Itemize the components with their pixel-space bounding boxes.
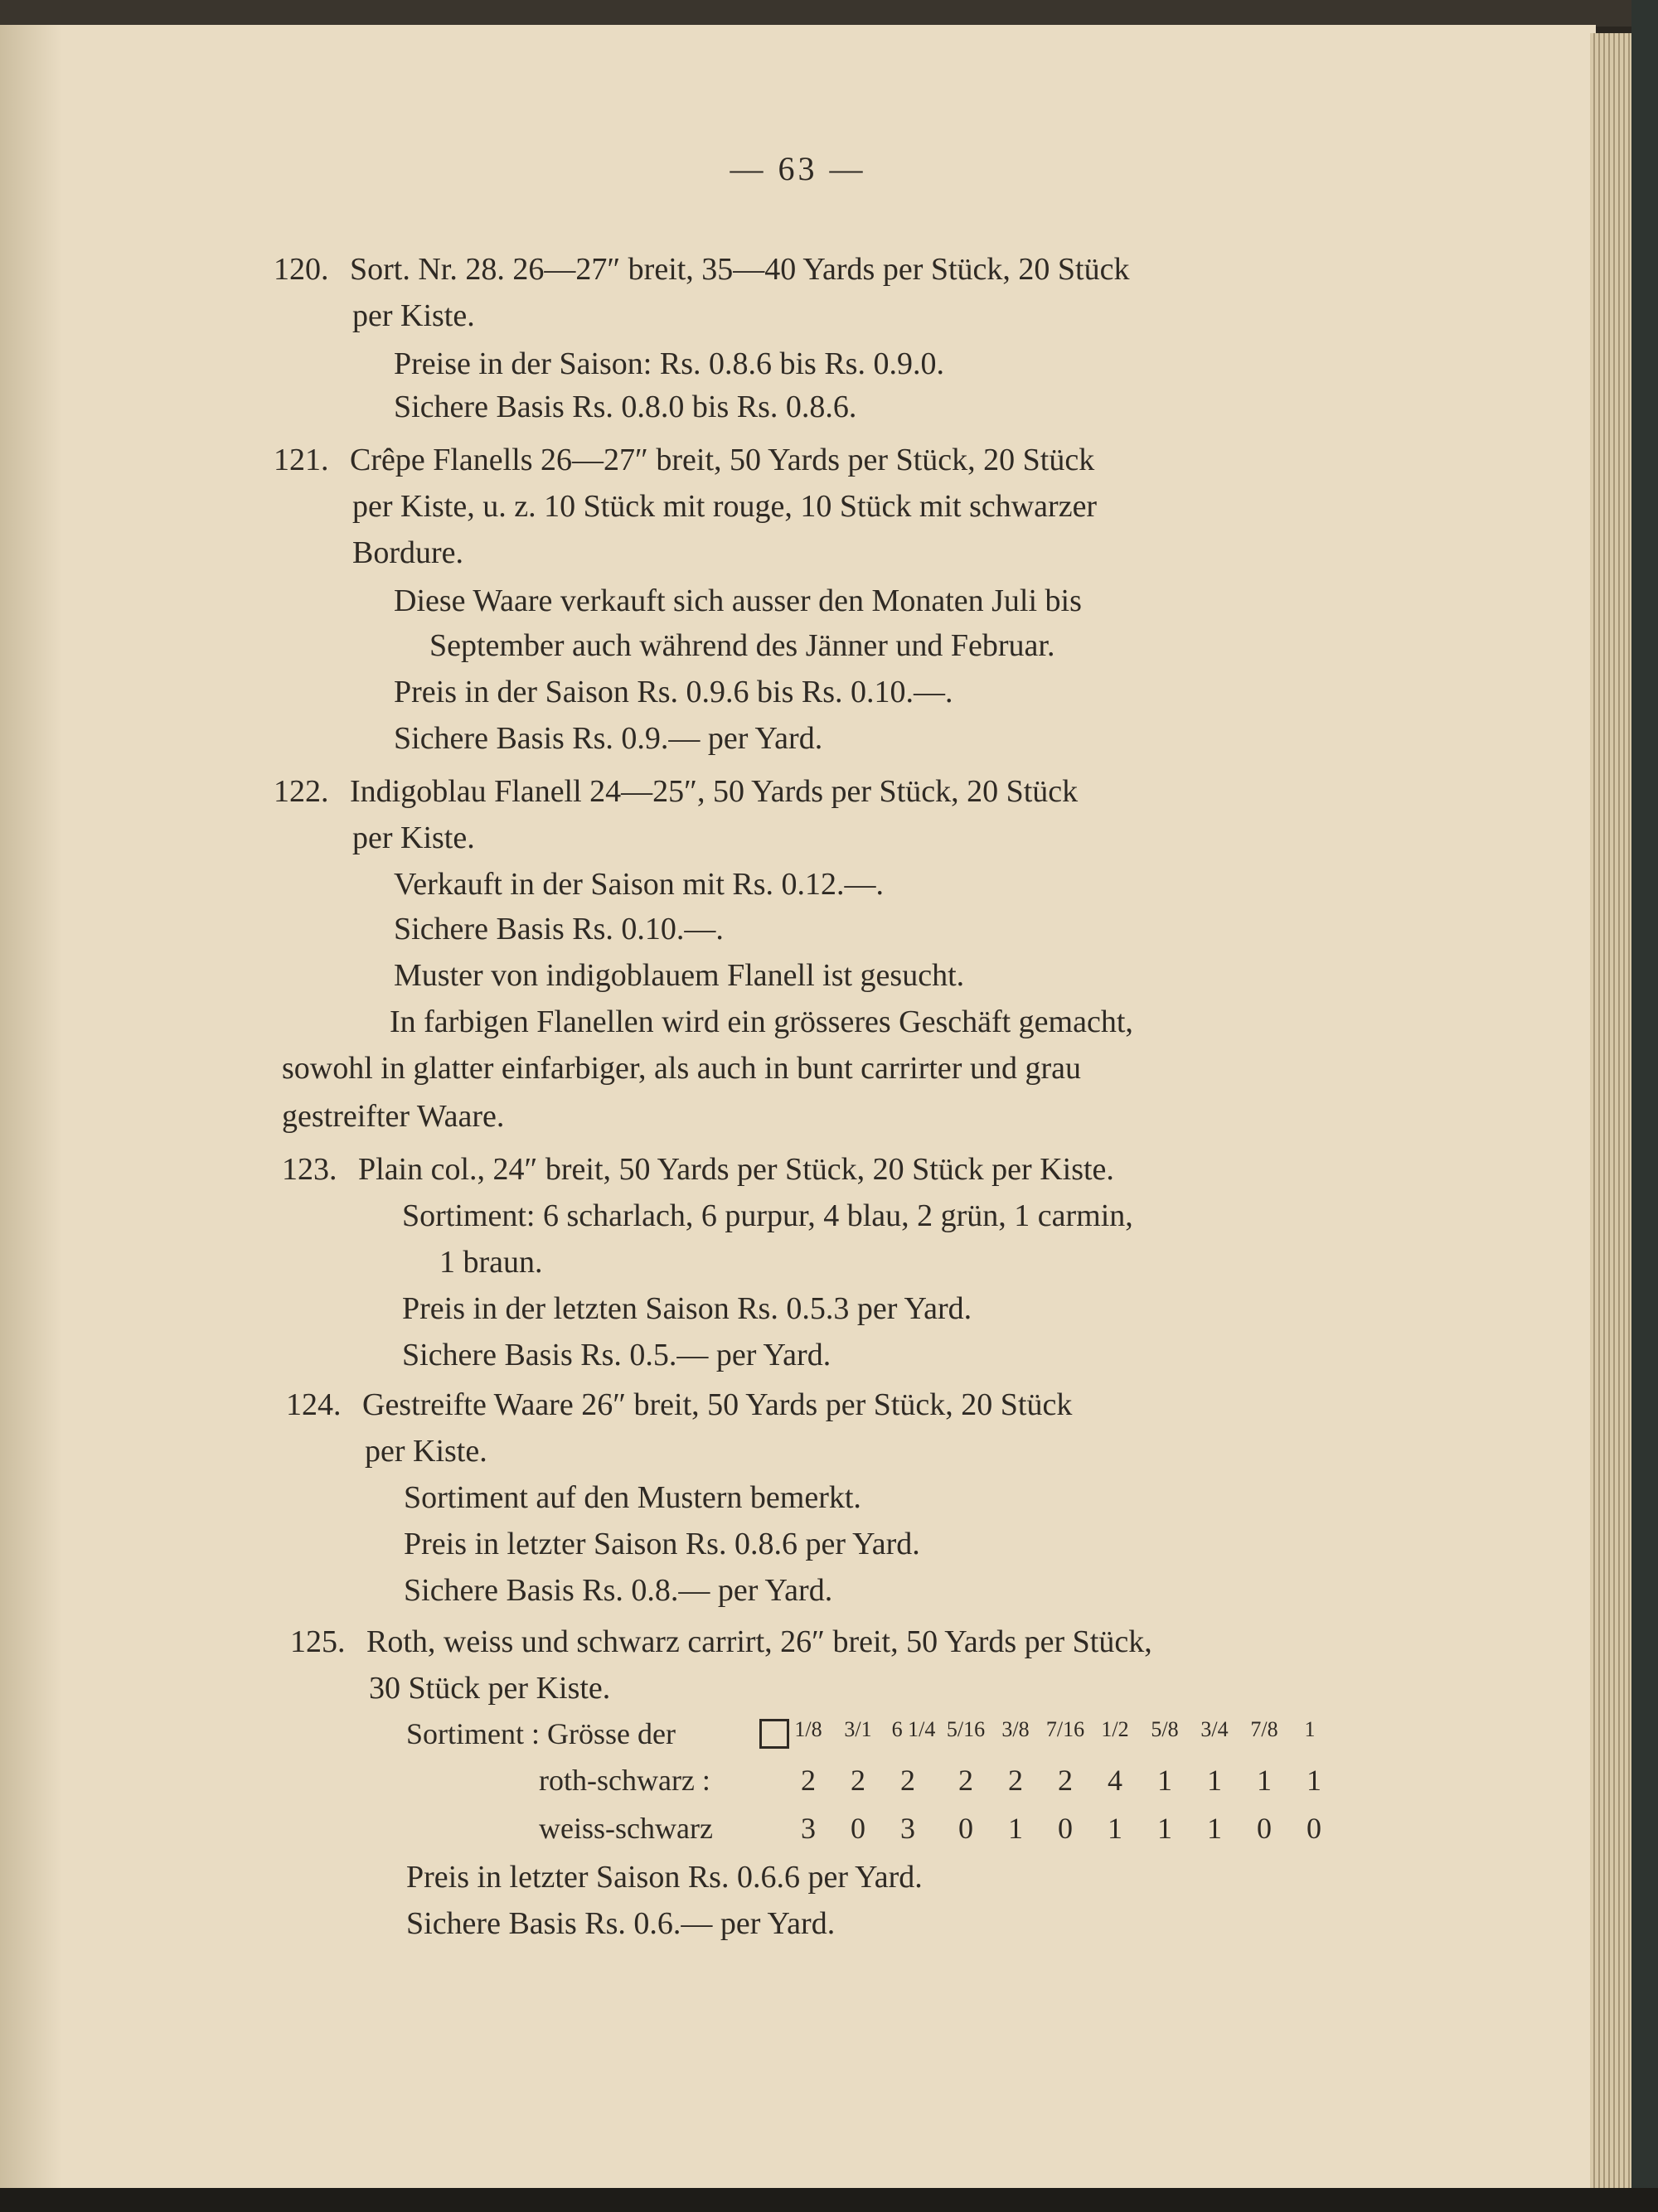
table-cell: 0: [1307, 1812, 1321, 1845]
table-cell: 0: [1257, 1812, 1272, 1845]
table-cell: 1: [1207, 1812, 1222, 1845]
entry-123-line: Sichere Basis Rs. 0.5.— per Yard.: [402, 1338, 831, 1372]
table-cell: 3: [900, 1812, 915, 1845]
table-cell: 1: [1157, 1812, 1172, 1845]
entry-121-line: Sichere Basis Rs. 0.9.— per Yard.: [394, 721, 823, 756]
entry-125-line: Sichere Basis Rs. 0.6.— per Yard.: [406, 1906, 836, 1941]
entry-120-line: per Kiste.: [352, 298, 475, 333]
entry-123-first-line: [282, 1154, 1114, 1185]
entry-122-line: Muster von indigoblauem Flanell ist gesucht.: [394, 958, 965, 993]
entry-122-line: gestreifter Waare.: [282, 1099, 505, 1134]
table-cell: 1: [1108, 1812, 1122, 1845]
size-cell: 3/1: [844, 1717, 872, 1741]
entry-120-line: Preise in der Saison: Rs. 0.8.6 bis Rs. 0.9.0.: [394, 346, 944, 381]
table-cell: 0: [958, 1812, 973, 1845]
size-cell: 5/8: [1151, 1717, 1179, 1741]
entry-121-line: per Kiste, u. z. 10 Stück mit rouge, 10 Stück mit schwarzer: [352, 489, 1098, 524]
table-cell: 2: [1058, 1764, 1073, 1797]
page-number: — 63 —: [730, 150, 866, 187]
entry-text: Roth, weiss und schwarz carrirt, 26″ breit, 50 Yards per Stück,: [366, 1624, 1152, 1659]
entry-121-line: September auch während des Jänner und Februar.: [429, 628, 1055, 663]
table-cell: 2: [900, 1764, 915, 1797]
size-cell: 3/4: [1200, 1717, 1229, 1741]
size-cell: 1/8: [794, 1717, 822, 1741]
entry-122-line: In farbigen Flanellen wird ein grösseres Geschäft gemacht,: [390, 1004, 1133, 1039]
book-cover-edge: [1631, 0, 1658, 2212]
sortiment-row-roth-schwarz: [539, 1765, 1384, 1802]
entry-text: Sort. Nr. 28. 26—27″ breit, 35—40 Yards per Stück, 20 Stück: [350, 252, 1130, 287]
entry-121-line: Bordure.: [352, 535, 464, 570]
table-cell: 4: [1108, 1764, 1122, 1797]
entry-124-first-line: [286, 1389, 1072, 1421]
table-cell: 2: [1008, 1764, 1023, 1797]
size-cell: 6 1/4: [891, 1717, 936, 1741]
table-cell: 2: [958, 1764, 973, 1797]
table-cell: 1: [1257, 1764, 1272, 1797]
page-stack-edges: [1590, 33, 1631, 2188]
entry-text: Crêpe Flanells 26—27″ breit, 50 Yards per Stück, 20 Stück: [350, 443, 1095, 477]
entry-text: Indigoblau Flanell 24—25″, 50 Yards per Stück, 20 Stück: [350, 774, 1079, 809]
book-bottom-edge: [0, 2188, 1658, 2212]
entry-125-line: 30 Stück per Kiste.: [369, 1671, 611, 1706]
row-label: roth-schwarz :: [539, 1764, 710, 1797]
book-top-edge: [0, 0, 1658, 27]
size-cell: 7/16: [1045, 1717, 1085, 1741]
entry-123-line: 1 braun.: [439, 1245, 543, 1280]
entry-number: 124.: [286, 1387, 342, 1422]
entry-122-first-line: [274, 776, 1078, 807]
entry-121-line: Preis in der Saison Rs. 0.9.6 bis Rs. 0.10.—.: [394, 675, 953, 709]
table-cell: 1: [1207, 1764, 1222, 1797]
row-label: weiss-schwarz: [539, 1812, 713, 1845]
size-cell: 3/8: [1001, 1717, 1030, 1741]
entry-number: 122.: [274, 774, 329, 809]
entry-125-line: Preis in letzter Saison Rs. 0.6.6 per Yard.: [406, 1860, 923, 1895]
size-cell: 1: [1304, 1717, 1316, 1741]
entry-number: 123.: [282, 1152, 337, 1187]
entry-125-first-line: [290, 1626, 1152, 1658]
entry-121-first-line: [274, 444, 1094, 476]
table-cell: 0: [1058, 1812, 1073, 1845]
table-cell: 0: [851, 1812, 865, 1845]
table-cell: 2: [851, 1764, 865, 1797]
table-cell: 2: [801, 1764, 816, 1797]
entry-120-line: Sichere Basis Rs. 0.8.0 bis Rs. 0.8.6.: [394, 390, 857, 424]
table-cell: 3: [801, 1812, 816, 1845]
entry-121-line: Diese Waare verkauft sich ausser den Monaten Juli bis: [394, 583, 1082, 618]
entry-122-line: per Kiste.: [352, 820, 475, 855]
table-cell: 1: [1307, 1764, 1321, 1797]
entry-number: 120.: [274, 252, 329, 287]
sortiment-label: Sortiment : Grösse der: [406, 1717, 676, 1750]
entry-number: 125.: [290, 1624, 346, 1659]
entry-124-line: Sichere Basis Rs. 0.8.— per Yard.: [404, 1573, 833, 1608]
table-cell: 1: [1157, 1764, 1172, 1797]
entry-122-line: Sichere Basis Rs. 0.10.—.: [394, 912, 724, 946]
entry-123-line: Sortiment: 6 scharlach, 6 purpur, 4 blau, 2 grün, 1 carmin,: [402, 1198, 1133, 1233]
entry-124-line: Sortiment auf den Mustern bemerkt.: [404, 1480, 861, 1515]
table-cell: 1: [1008, 1812, 1023, 1845]
size-cell: 5/16: [946, 1717, 986, 1741]
square-icon: [759, 1719, 789, 1749]
entry-124-line: Preis in letzter Saison Rs. 0.8.6 per Yard.: [404, 1527, 920, 1561]
size-cell: 1/2: [1101, 1717, 1129, 1741]
entry-number: 121.: [274, 443, 329, 477]
entry-text: Gestreifte Waare 26″ breit, 50 Yards per Stück, 20 Stück: [362, 1387, 1073, 1422]
gutter-shadow: [0, 25, 62, 2192]
entry-text: Plain col., 24″ breit, 50 Yards per Stück, 20 Stück per Kiste.: [358, 1152, 1114, 1187]
entry-124-line: per Kiste.: [365, 1434, 487, 1469]
book-page: [0, 25, 1596, 2192]
entry-123-line: Preis in der letzten Saison Rs. 0.5.3 per Yard.: [402, 1291, 972, 1326]
entry-122-line: Verkauft in der Saison mit Rs. 0.12.—.: [394, 867, 885, 902]
entry-120-first-line: [274, 254, 1129, 285]
sortiment-row-weiss-schwarz: [539, 1813, 1384, 1850]
entry-122-line: sowohl in glatter einfarbiger, als auch in bunt carrirter und grau: [282, 1051, 1081, 1086]
sortiment-size-row: [406, 1719, 1384, 1755]
size-cell: 7/8: [1250, 1717, 1278, 1741]
